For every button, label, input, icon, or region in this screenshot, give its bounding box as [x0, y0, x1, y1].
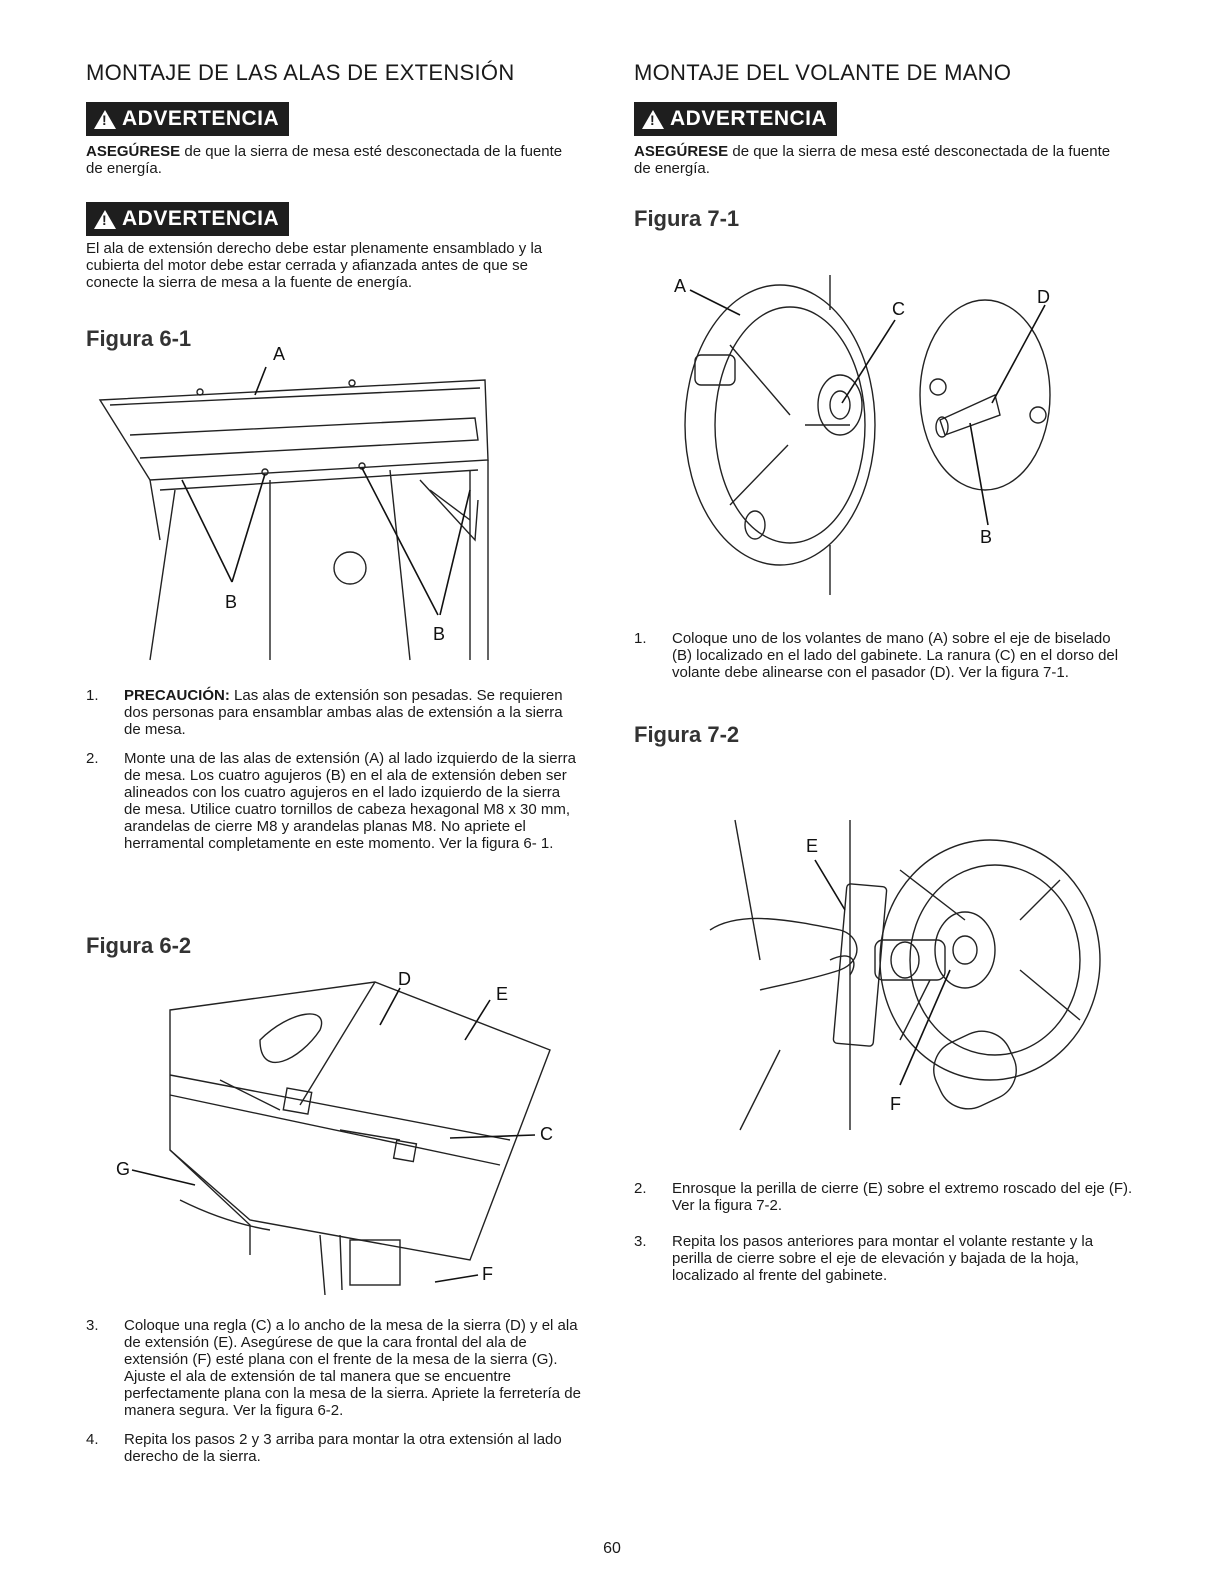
right-steps-a: [634, 630, 1124, 693]
list-item: 2. Enrosque la perilla de cierre (E) sobre el extremo roscado del eje (F). Ver la figura 7-2.: [634, 1180, 1133, 1214]
list-item: 2. Monte una de las alas de extensión (A) al lado izquierdo de la sierra de mesa. Los cuatro agujeros (B) en el ala de extensión deben ser alineados con los cuatro agujeros en el lado izquierdo de la sierra de mesa. Utilice cuatro tornillos de cabeza hexagonal M8 x 30 mm, arandelas de cierre M8 y arandelas planas M8. No apriete el herramental completamente en este momento. Ver la figura 6- 1.: [86, 750, 576, 852]
figure-6-2-title: Figura 6-2: [86, 933, 192, 958]
figure-7-1-title: Figura 7-1: [634, 206, 740, 231]
figure-7-2-illustration: [700, 820, 1120, 1140]
figure-6-1-label-b2: B: [433, 624, 446, 644]
left-steps-b: [86, 1317, 582, 1477]
warning-triangle-icon: [642, 110, 664, 129]
warning-label: ADVERTENCIA: [670, 107, 828, 130]
list-item: 3. Repita los pasos anteriores para montar el volante restante y la perilla de cierre sobre el eje de elevación y bajada de la hoja, localizado al frente del gabinete.: [634, 1233, 1094, 1284]
right-warning-text-1: ASEGÚRESE de que la sierra de mesa esté desconectada de la fuente de energía.: [634, 143, 1111, 177]
figure-7-1-label-b: B: [980, 527, 993, 547]
page-number: 60: [603, 1540, 621, 1557]
warning-triangle-icon: [94, 210, 116, 229]
figure-7-1-label-d: D: [1037, 287, 1050, 307]
figure-7-1-illustration: [670, 275, 1090, 600]
left-section-heading: MONTAJE DE LAS ALAS DE EXTENSIÓN: [86, 60, 515, 85]
warning-triangle-icon: [94, 110, 116, 129]
warning-label: ADVERTENCIA: [122, 207, 280, 230]
left-warning-text-1: ASEGÚRESE de que la sierra de mesa esté desconectada de la fuente de energía.: [86, 143, 563, 177]
figure-7-2-title: Figura 7-2: [634, 722, 740, 747]
list-item: 4. Repita los pasos 2 y 3 arriba para montar la otra extensión al lado derecho de la sierra.: [86, 1431, 562, 1465]
left-steps-a: [86, 687, 576, 864]
left-warning-banner-2: [86, 202, 289, 236]
figure-6-1-title: Figura 6-1: [86, 326, 192, 351]
left-warning-text-2: El ala de extensión derecho debe estar plenamente ensamblado y la cubierta del motor debe estar cerrada y afianzada antes de que se conecte la sierra de mesa a la fuente de energía.: [86, 240, 543, 291]
figure-7-1-label-a: A: [674, 276, 687, 296]
figure-6-2-label-f: F: [482, 1264, 493, 1284]
list-item: 3. Coloque una regla (C) a lo ancho de la mesa de la sierra (D) y el ala de extensión (E). Asegúrese de que la cara frontal del ala de extensión (F) esté plana con el frente de la mesa de la sierra (G). Ajuste el ala de extensión de tal manera que se encuentre perfectamente plana con la mesa de la sierra. Apriete la ferretería de manera segura. Ver la figura 6-2.: [86, 1317, 581, 1419]
list-item: 1. Coloque uno de los volantes de mano (A) sobre el eje de biselado (B) localizado en el lado del gabinete. La ranura (C) en el dorso del volante debe alinearse con el pasador (D). Ver la figura 7-1.: [634, 630, 1119, 681]
figure-6-2-illustration: [110, 970, 570, 1305]
figure-7-1-label-c: C: [892, 299, 905, 319]
figure-6-2-label-c: C: [540, 1124, 553, 1144]
warning-label: ADVERTENCIA: [122, 107, 280, 130]
figure-7-2-label-f: F: [890, 1094, 901, 1114]
figure-6-2-label-d: D: [398, 969, 411, 989]
figure-6-1-illustration: [90, 340, 510, 665]
figure-7-2-label-e: E: [806, 836, 819, 856]
list-item: 1. PRECAUCIÓN: Las alas de extensión son pesadas. Se requieren dos personas para ensamblar ambas alas de extensión a la sierra de mesa.: [86, 687, 563, 738]
right-warning-banner-1: [634, 102, 837, 136]
left-warning-banner-1: [86, 102, 289, 136]
right-section-heading: MONTAJE DEL VOLANTE DE MANO: [634, 60, 1012, 85]
figure-6-2-label-g: G: [116, 1159, 131, 1179]
figure-6-1-label-b1: B: [225, 592, 238, 612]
right-steps-b: [634, 1180, 1134, 1296]
figure-6-1-label-a: A: [273, 344, 286, 364]
figure-6-2-label-e: E: [496, 984, 509, 1004]
